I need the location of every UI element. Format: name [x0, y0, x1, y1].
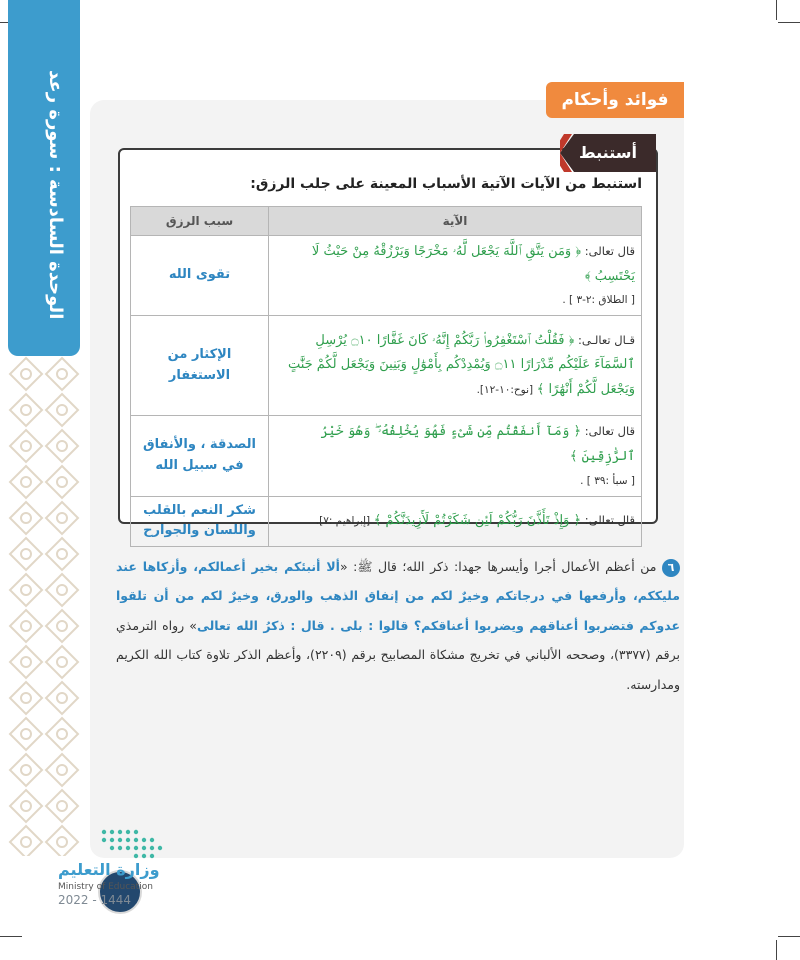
section-tab: فوائد وأحكام	[546, 82, 684, 118]
ministry-logo-dots	[100, 826, 164, 860]
verse-prefix: قال تعالى:	[584, 244, 635, 258]
ministry-name-ar: وزارة التعليم	[58, 860, 160, 879]
verse-reference: [إبراهيم :٧].	[315, 515, 371, 528]
verse-cell	[269, 316, 642, 416]
table-row	[131, 236, 642, 316]
cause-cell: شكر النعم بالقلب واللسان والجوارح	[131, 496, 269, 547]
verse-text: ﴿ وَإِذْ تَأَذَّنَ رَبُّكُمْ لَئِن شَكَرْتُمْ لَأَزِيدَنَّكُمْ ﴾	[373, 513, 582, 529]
verse-cell	[269, 236, 642, 316]
activity-tag-label: أستنبط	[579, 143, 637, 162]
table-row	[131, 316, 642, 416]
paragraph-number: ٦	[662, 559, 680, 577]
hadith-paragraph	[116, 552, 680, 699]
header-cause: سبب الرزق	[131, 207, 269, 236]
verse-prefix: قال تعالى:	[584, 424, 635, 439]
table-header-row	[131, 207, 642, 236]
decorative-pattern	[8, 356, 80, 856]
verse-cell	[269, 416, 642, 496]
verse-prefix: قال تعالى:	[584, 513, 635, 528]
crop-mark	[778, 936, 800, 937]
header-verse: الآية	[269, 207, 642, 236]
cause-cell: تقوى الله	[131, 236, 269, 316]
crop-mark	[778, 22, 800, 23]
verse-text: ﴿ فَقُلْتُ ٱسْتَغْفِرُوا۟ رَبَّكُمْ إِنَّهُۥ كَانَ غَفَّارًا ۝١٠ يُرْسِلِ ٱلسَّمَآءَ عَلَيْكُم مِّدْرَارًا ۝١١ وَيُمْدِدْكُم بِأَمْوَٰلٍ وَبَنِينَ وَيَجْعَل لَّكُمْ جَنَّٰتٍ وَيَجْعَل لَّكُمْ أَنْهَٰرًا ﴾	[287, 332, 635, 398]
crop-mark	[0, 936, 22, 937]
cause-cell: الصدقة ، والأنفاق في سبيل الله	[131, 416, 269, 496]
table-row	[131, 416, 642, 496]
crop-mark	[776, 0, 777, 20]
activity-instruction: استنبط من الآيات الآتية الأسباب المعينة على جلب الرزق:	[250, 176, 642, 192]
verses-table	[130, 206, 642, 547]
paragraph-intro: من أعظم الأعمال أجرا وأيسرها جهدا: ذكر الله؛ قال ﷺ: «	[339, 559, 657, 574]
table-row	[131, 496, 642, 547]
crop-mark	[776, 940, 777, 960]
verse-reference: [ سبأ :٣٩ ] .	[580, 474, 635, 487]
verse-text: ﴿ وَمَآ أَنفَقْتُم مِّن شَىْءٍ فَهُوَ يُخْلِفُهُۥ ۖ وَهُوَ خَيْرُ ٱلرَّٰزِقِينَ ﴾	[320, 424, 635, 464]
ministry-name-en: Ministry of Education	[58, 882, 153, 892]
unit-title: الوحدة السادسة : سورة رعد	[45, 70, 66, 320]
verse-prefix: قـال تعالـى:	[578, 332, 635, 347]
hadith-highlight: ألا أنبئكم بخير أعمالكم، وأزكاها عند مليككم، وأرفعها في درجاتكم وخيرٌ لكم من إنفاق الذهب والورق، وخيرٌ لكم من أن تلقوا عدوكم فتضربوا أعناقهم ويضربوا أعناقكم؟ قالوا : بلى . قال : ذكرُ الله تعالى	[116, 559, 680, 633]
verse-reference: [ الطلاق :٢-٣ ] .	[562, 294, 635, 307]
cause-cell: الإكثار من الاستغفار	[131, 316, 269, 416]
verse-text: ﴿ وَمَن يَتَّقِ ٱللَّهَ يَجْعَل لَّهُۥ مَخْرَجًا وَيَرْزُقْهُ مِنْ حَيْثُ لَا يَحْتَسِبُ ﴾	[311, 244, 635, 284]
verse-reference: [نوح:١٠-١٢].	[476, 384, 534, 397]
paragraph-source: » رواه الترمذي برقم (٣٣٧٧)، وصححه الألباني في تخريج مشكاة المصابيح برقم (٢٢٠٩)، وأعظم الذكر تلاوة كتاب الله الكريم ومدارسته.	[116, 617, 680, 692]
verse-cell	[269, 496, 642, 547]
edition-year: 2022 - 1444	[58, 893, 132, 907]
